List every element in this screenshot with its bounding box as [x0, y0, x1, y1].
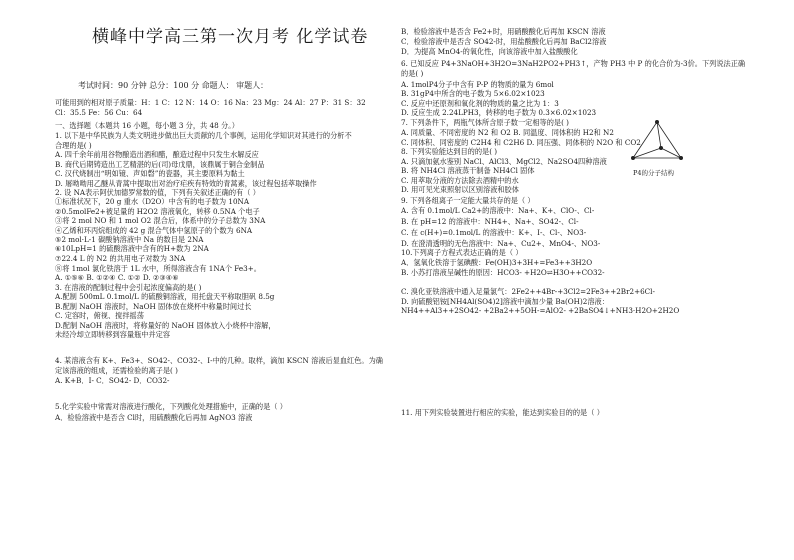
right-text-line: 11. 用下列实验装置进行相应的实验，能达到实验目的的是（ ） [401, 408, 604, 417]
left-text-line: D. 屠呦呦用乙醚从青蒿中提取出对治疗疟疾有特效的青蒿素，该过程包括萃取操作 [55, 179, 317, 188]
right-text-line: B. 31gP4中所含的电子数为 5×6.02×1023 [401, 89, 545, 98]
left-text-line: ⑤2 mol·L-1 碳酸钠溶液中 Na 的数目是 2NA [55, 235, 204, 244]
left-text-line: D.配制 NaOH 溶液时，将称量好的 NaOH 固体放入小烧杯中溶解， [55, 321, 276, 330]
left-text-line: C. 定容时，俯视、搅拌摇荡 [55, 311, 144, 320]
right-text-line: C．检验溶液中是否含 SO42-时，用盐酸酸化后再加 BaCl2溶液 [401, 37, 607, 46]
right-text-line: C. 反应中还原剂和氧化剂的物质的量之比为 1：3 [401, 99, 559, 108]
right-text-line: A. 1molP4分子中含有 P-P 的物质的量为 6mol [401, 80, 554, 89]
right-text-line: B. 将 NH4Cl 溶液蒸干制备 NH4Cl 固体 [401, 166, 535, 175]
left-text-line: 未经冷却立即转移到容量瓶中并定容 [55, 330, 171, 339]
right-text-line: 7. 下列条件下，两瓶气体所含原子数一定相等的是( ) [401, 118, 569, 127]
left-text-line: 定该溶液的组成，还需检验的离子是( ) [55, 366, 178, 375]
left-text-line: 合理的是( ) [55, 141, 92, 150]
right-text-line: D. 反应生成 2.24LPH3，转移的电子数为 0.3×6.02×1023 [401, 108, 597, 117]
left-text-line: A.配制 500mL 0.1mol/L 的硫酸铜溶液，用托盘天平称取胆矾 8.5g [55, 292, 275, 301]
left-text-line: B. 商代后期铸造出工艺精湛的后(司)母戊鼎，该鼎属于铜合金制品 [55, 160, 265, 169]
right-text-line: A．氢氧化铁溶于氢碘酸：Fe(OH)3+3H+=Fe3++3H2O [401, 258, 593, 267]
left-text-line: ①标准状况下，20 g 重水（D2O）中含有的电子数为 10NA [55, 197, 250, 206]
right-text-line: 9. 下列各组离子一定能大量共存的是（ ） [401, 196, 535, 205]
exam-meta: 考试时间：90 分钟 总分：100 分 命题人： 审题人： [78, 81, 269, 90]
left-text-line: 1. 以下是中华民族为人类文明进步做出巨大贡献的几个事例，运用化学知识对其进行的分析不 [55, 131, 352, 140]
right-text-line: C. 在 c(H+)=0.1mol/L 的溶液中：K+、I-、Cl-、NO3- [401, 228, 587, 237]
right-text-line: NH4++Al3++2SO42- +2Ba2++5OH-=AlO2- +2BaSO4↓+NH3·H2O+2H2O [401, 306, 680, 315]
right-text-line: 的是( ) [401, 69, 424, 78]
right-text-line: D. 在澄清透明的无色溶液中：Na+、Cu2+、MnO4-、NO3- [401, 239, 601, 248]
left-text-line: 4. 某溶液含有 K+、Fe3+、SO42-、CO32-、I-中的几种。取样，滴加 KSCN 溶液后显血红色。为确 [55, 356, 383, 365]
right-text-line: A. 同质量、不同密度的 N2 和 O2 B. 同温度、同体积的 H2和 N2 [401, 128, 614, 137]
right-text-line: A. 含有 0.1mol/L Ca2+的溶液中：Na+、K+、ClO-、Cl- [401, 206, 595, 215]
right-text-line: C. 同体积、同密度的 C2H4 和 C2H6 D. 同压强、同体积的 N2O 和 CO2 [401, 138, 641, 147]
right-text-line: B．检验溶液中是否含 Fe2+时，用硝酸酸化后再加 KSCN 溶液 [401, 27, 606, 36]
left-text-line: A．检验溶液中是否含 Cl时，用硫酸酸化后再加 AgNO3 溶液 [55, 413, 253, 422]
left-text-line: ⑦22.4 L 的 N2 的共用电子对数为 3NA [55, 254, 186, 263]
left-text-line: ⑧将 1mol 氯化铁溶于 1L 水中，所得溶液含有 1NA个 Fe3+。 [55, 264, 261, 273]
left-text-line: ④乙烯和环丙烷组成的 42 g 混合气体中氢原子的个数为 6NA [55, 226, 253, 235]
left-text-line: A. 四千余年前用谷物酿造出酒和醋，酿造过程中只发生水解反应 [55, 150, 259, 159]
left-text-line: ②0.5molFe2+被足量的 H2O2 溶液氧化，转移 0.5NA 个电子 [55, 207, 260, 216]
right-text-line: B. 小苏打溶液呈碱性的原因：HCO3- +H2O⇌H3O++CO32- [401, 268, 605, 277]
left-text-line: ⑥10LpH=1 的硫酸溶液中含有的H+数为 2NA [55, 244, 209, 253]
figure-caption: P4的分子结构 [633, 169, 675, 177]
left-text-line: ③将 2 mol NO 和 1 mol O2 混合后，体系中的分子总数为 3NA [55, 216, 266, 225]
left-text-line: A. K+B．I- C．SO42- D．CO32- [55, 376, 170, 385]
right-text-line: D．为提高 MnO4-的氧化性，向该溶液中加入盐酸酸化 [401, 47, 578, 56]
left-text-line: 可能用到的相对原子质量：H：1 C：12 N：14 O：16 Na：23 Mg：24 Al：27 P：31 S：32 [55, 98, 366, 107]
right-text-line: 8. 下列实验能达到目的的是( ) [401, 147, 498, 156]
right-text-line: 6. 已知反应 P4+3NaOH+3H2O=3NaH2PO2+PH3↑，产物 PH3 中 P 的化合价为-3价。下列说法正确 [401, 59, 746, 68]
right-text-line: C. 用萃取分液的方法除去酒精中的水 [401, 176, 519, 185]
left-text-line: 2. 设 NA表示阿伏加德罗常数的值，下列有关叙述正确的有（ ） [55, 188, 260, 197]
exam-title: 横峰中学高三第一次月考 化学试卷 [92, 27, 369, 47]
right-text-line: D. 向硫酸铝铵[NH4Al(SO4)2]溶液中滴加少量 Ba(OH)2溶液： [401, 297, 609, 306]
right-text-line: 10.下列离子方程式表达正确的是（ ） [401, 248, 523, 257]
left-text-line: 5.化学实验中常需对溶液进行酸化，下列酸化处理措施中，正确的是（ ） [55, 402, 287, 411]
right-text-line: B. 在 pH=12 的溶液中：NH4+、Na+、SO42-、Cl- [401, 217, 579, 226]
right-text-line: C. 溴化亚铁溶液中通入足量氯气：2Fe2++4Br-+3Cl2=2Fe3++2Br2+6Cl- [401, 287, 655, 296]
left-text-line: Cl：35.5 Fe：56 Cu：64 [55, 108, 143, 117]
left-text-line: 一、选择题（本题共 16 小题，每小题 3 分，共 48 分。） [55, 121, 239, 130]
p4-molecule-figure [627, 118, 687, 168]
left-text-line: C. 汉代烧制出“明如镜、声如磬”的瓷器，其主要原料为黏土 [55, 169, 245, 178]
left-text-line: 3. 在溶液的配制过程中会引起浓度偏高的是( ) [55, 283, 202, 292]
left-text-line: A. ①⑤⑥ B. ①②④ C. ①② D. ②③④⑥ [55, 273, 179, 282]
left-text-line: B.配制 NaOH 溶液时，NaOH 固体放在烧杯中称量时间过长 [55, 302, 252, 311]
right-text-line: D. 用可见光束照射以区别溶液和胶体 [401, 185, 519, 194]
right-text-line: A. 只滴加氨水鉴别 NaCl、AlCl3、MgCl2、Na2SO4四种溶液 [401, 157, 607, 166]
